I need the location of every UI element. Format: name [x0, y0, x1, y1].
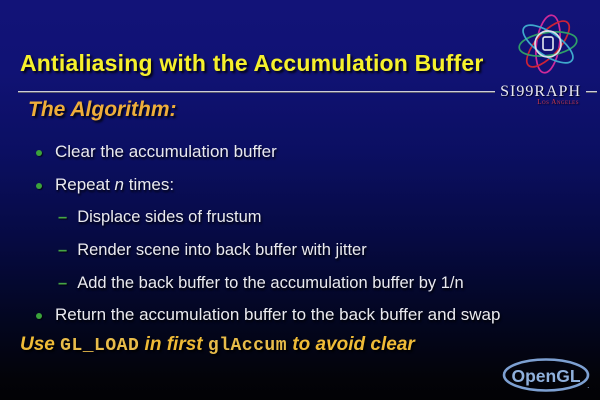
sub-bullet-text: Displace sides of frustum	[77, 208, 262, 226]
footnote-text: Use	[20, 334, 61, 355]
code-token-glaccum: glAccum	[207, 336, 288, 356]
siggraph-wordmark-text: SI99RAPH	[500, 83, 581, 100]
footnote	[20, 334, 415, 356]
rule-line	[18, 91, 495, 93]
bullet-dot-icon	[36, 150, 42, 156]
bullet-text	[55, 175, 174, 195]
title-underline-rule	[18, 83, 597, 106]
opengl-logo	[501, 357, 593, 395]
opengl-logo-text: OpenGL	[511, 366, 581, 386]
bullet-text: Return the accumulation buffer to the back buffer and swap	[55, 305, 501, 324]
list-item	[36, 305, 500, 325]
bullet-dot-icon	[36, 313, 42, 319]
list-item	[36, 175, 174, 195]
siggraph-city-label: Los Angeles	[537, 98, 579, 106]
section-heading: The Algorithm:	[28, 98, 177, 121]
opengl-trademark-dot: .	[587, 380, 590, 390]
sub-list-item	[36, 274, 464, 293]
sub-bullet-text: Add the back buffer to the accumulation buffer by 1/n	[77, 274, 464, 292]
footnote-text: to avoid clear	[287, 334, 415, 355]
siggraph-rings-icon	[502, 3, 594, 83]
sub-list-item	[36, 241, 367, 260]
sub-bullet-dash-icon: –	[58, 241, 68, 259]
footnote-text: in first	[139, 334, 208, 355]
sub-list-item	[36, 208, 262, 227]
sub-bullet-text: Render scene into back buffer with jitter	[77, 241, 367, 259]
siggraph-wordmark	[500, 83, 581, 106]
list-item	[36, 142, 277, 162]
bullet-text-post: times:	[124, 175, 175, 194]
rule-end-dash	[586, 91, 597, 93]
bullet-text: Clear the accumulation buffer	[55, 142, 277, 161]
bullet-dot-icon	[36, 183, 42, 189]
sub-bullet-dash-icon: –	[58, 274, 68, 292]
bullet-text-pre: Repeat	[55, 175, 115, 194]
code-token-gl-load: GL_LOAD	[60, 336, 140, 356]
slide-title: Antialiasing with the Accumulation Buffer	[20, 50, 484, 76]
sub-bullet-dash-icon: –	[58, 208, 68, 226]
variable-n: n	[114, 175, 125, 194]
